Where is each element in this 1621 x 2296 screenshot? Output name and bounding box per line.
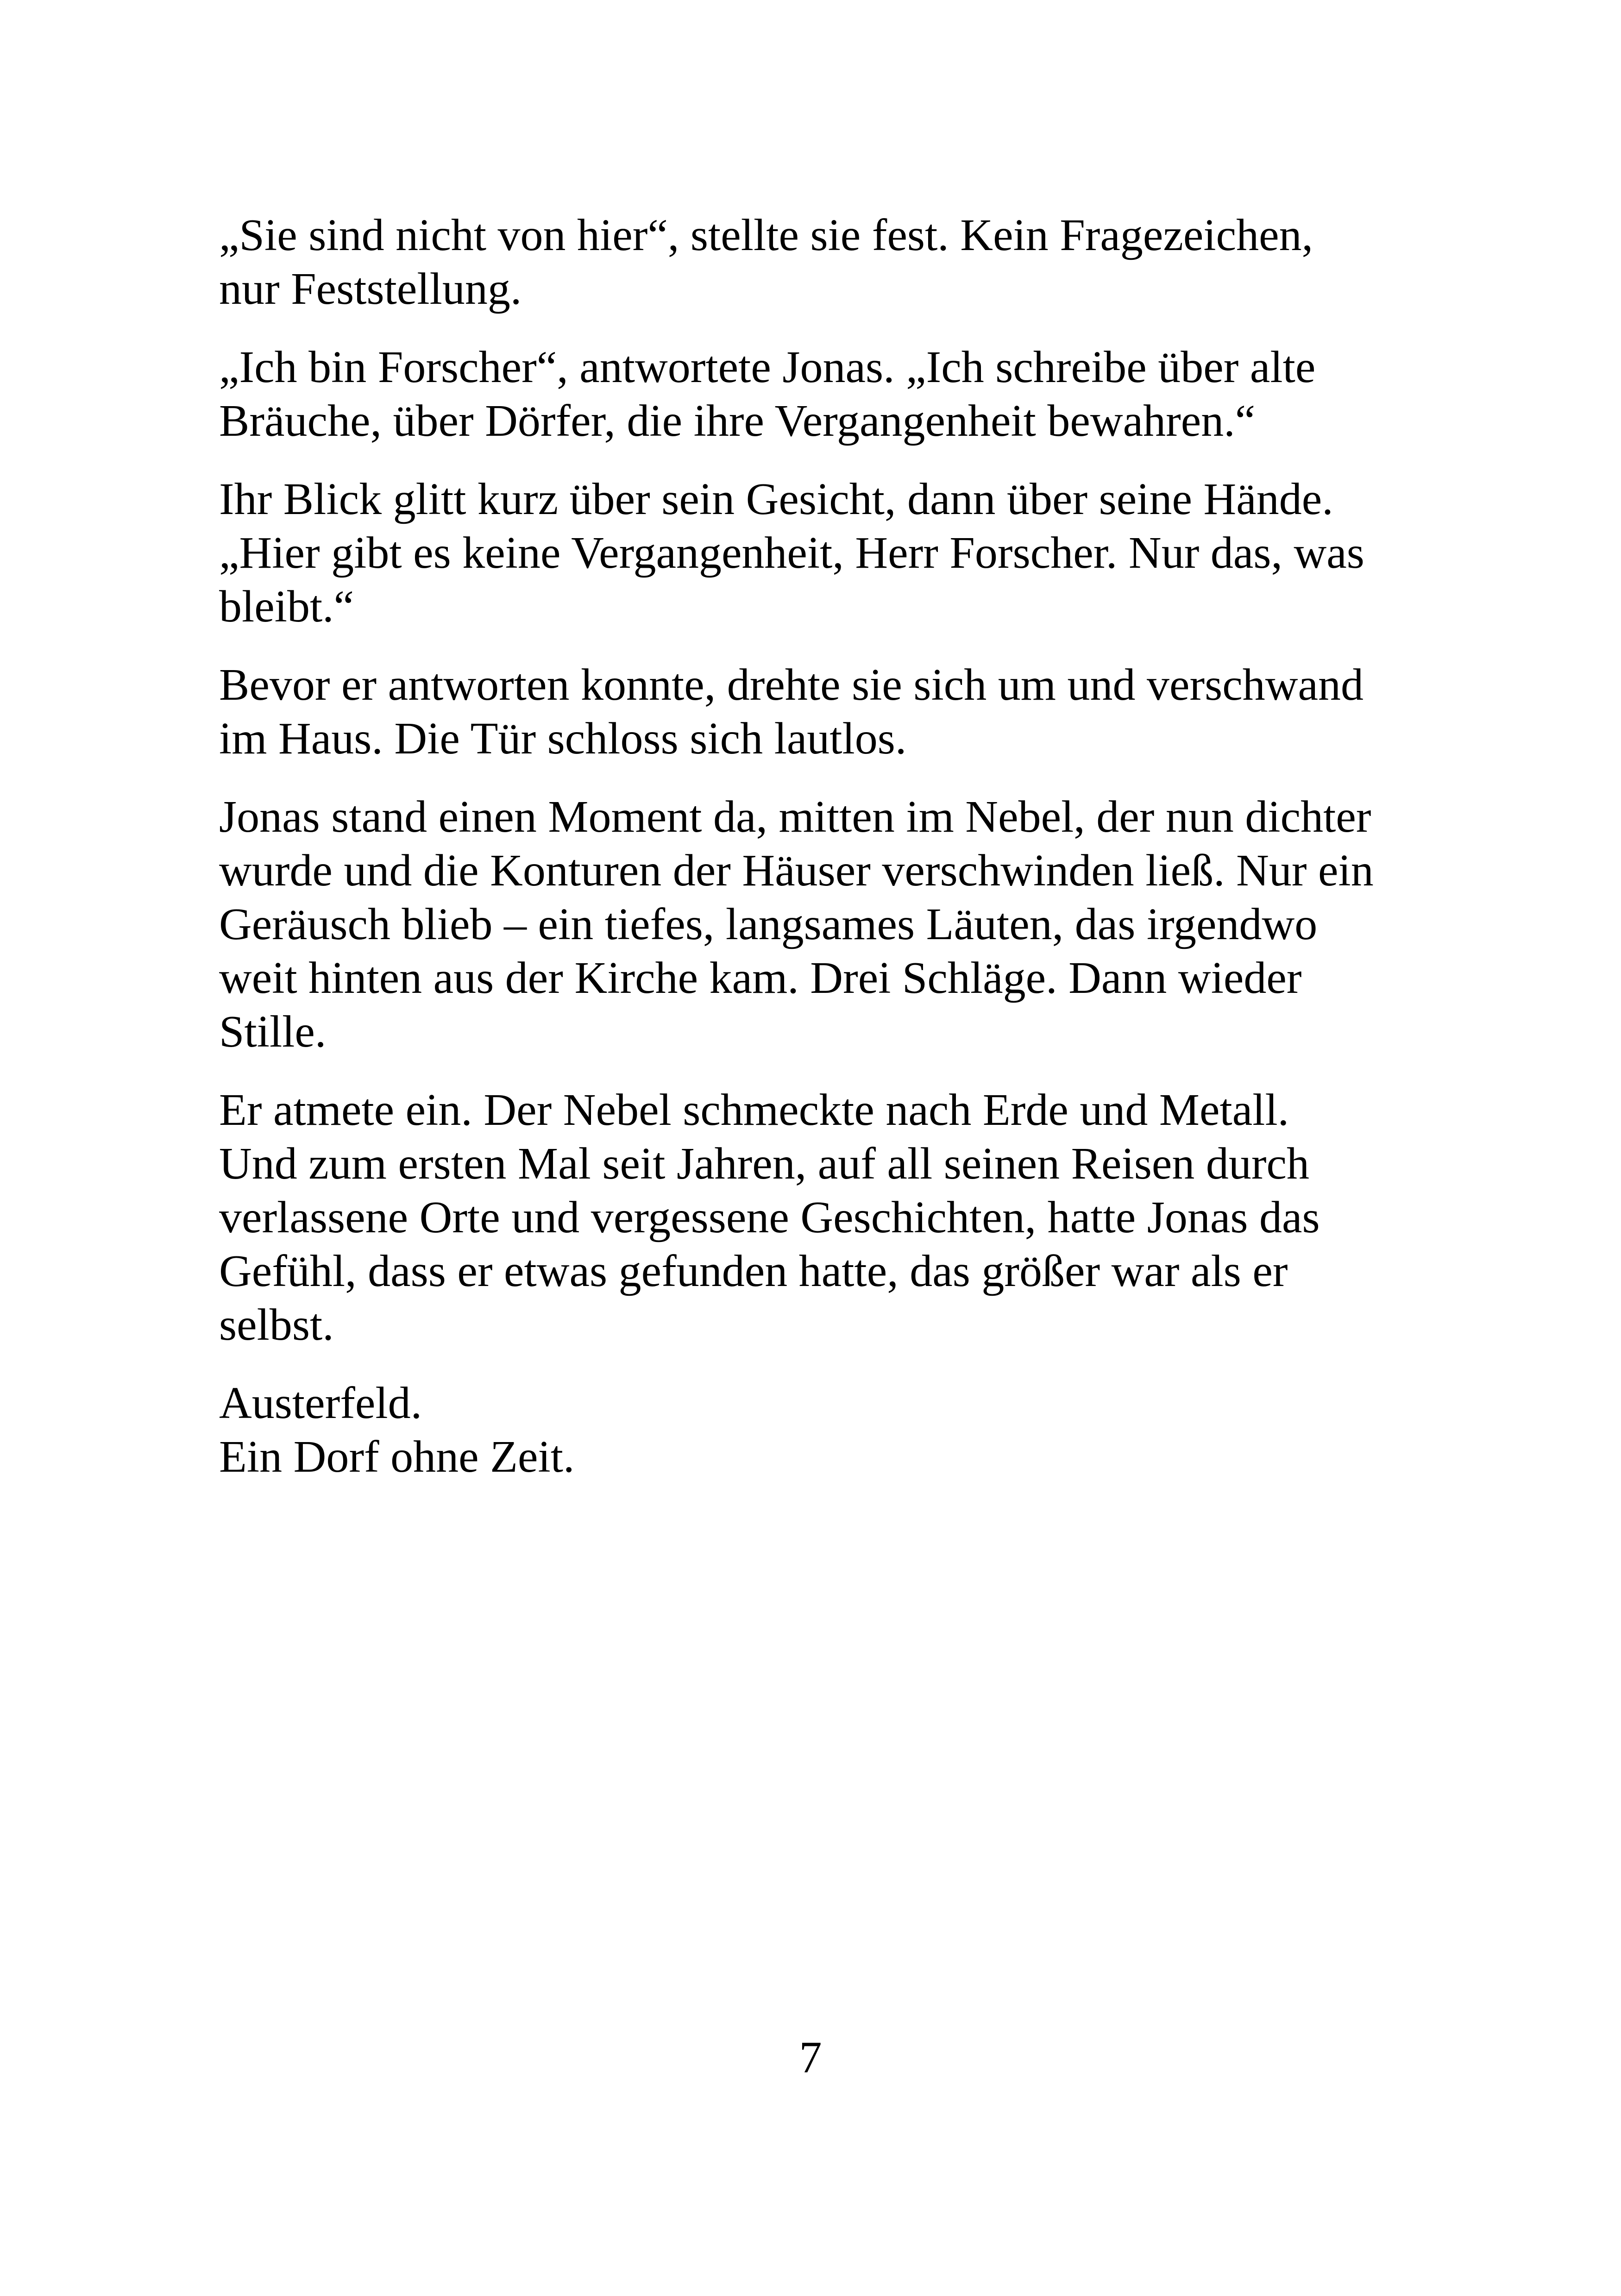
paragraph-3: Ihr Blick glitt kurz über sein Gesicht, dann über seine Hände. „Hier gibt es keine Vergangenheit, Herr Forscher. Nur das, was bleibt.“ <box>219 474 1364 632</box>
paragraph-2: „Ich bin Forscher“, antwortete Jonas. „Ich schreibe über alte Bräuche, über Dörfer, die ihre Vergangenheit bewahren.“ <box>219 342 1316 446</box>
body-text <box>219 208 1423 1508</box>
paragraph-1: „Sie sind nicht von hier“, stellte sie fest. Kein Fragezeichen, nur Feststellung. <box>219 210 1313 314</box>
page-number: 7 <box>799 2033 822 2083</box>
paragraph-7: Austerfeld. Ein Dorf ohne Zeit. <box>219 1378 575 1482</box>
paragraph-4: Bevor er antworten konnte, drehte sie sich um und verschwand im Haus. Die Tür schloss sich lautlos. <box>219 660 1364 764</box>
paragraph-5: Jonas stand einen Moment da, mitten im Nebel, der nun dichter wurde und die Konturen der Häuser verschwinden ließ. Nur ein Geräusch blieb – ein tiefes, langsames Läuten, das irgendwo weit hinten aus der Kirche kam. Drei Schläge. Dann wieder Stille. <box>219 792 1374 1057</box>
paragraph-6: Er atmete ein. Der Nebel schmeckte nach Erde und Metall. Und zum ersten Mal seit Jahren, auf all seinen Reisen durch verlassene Orte und vergessene Geschichten, hatte Jonas das Gefühl, dass er etwas gefunden hatte, das größer war als er selbst. <box>219 1085 1320 1350</box>
